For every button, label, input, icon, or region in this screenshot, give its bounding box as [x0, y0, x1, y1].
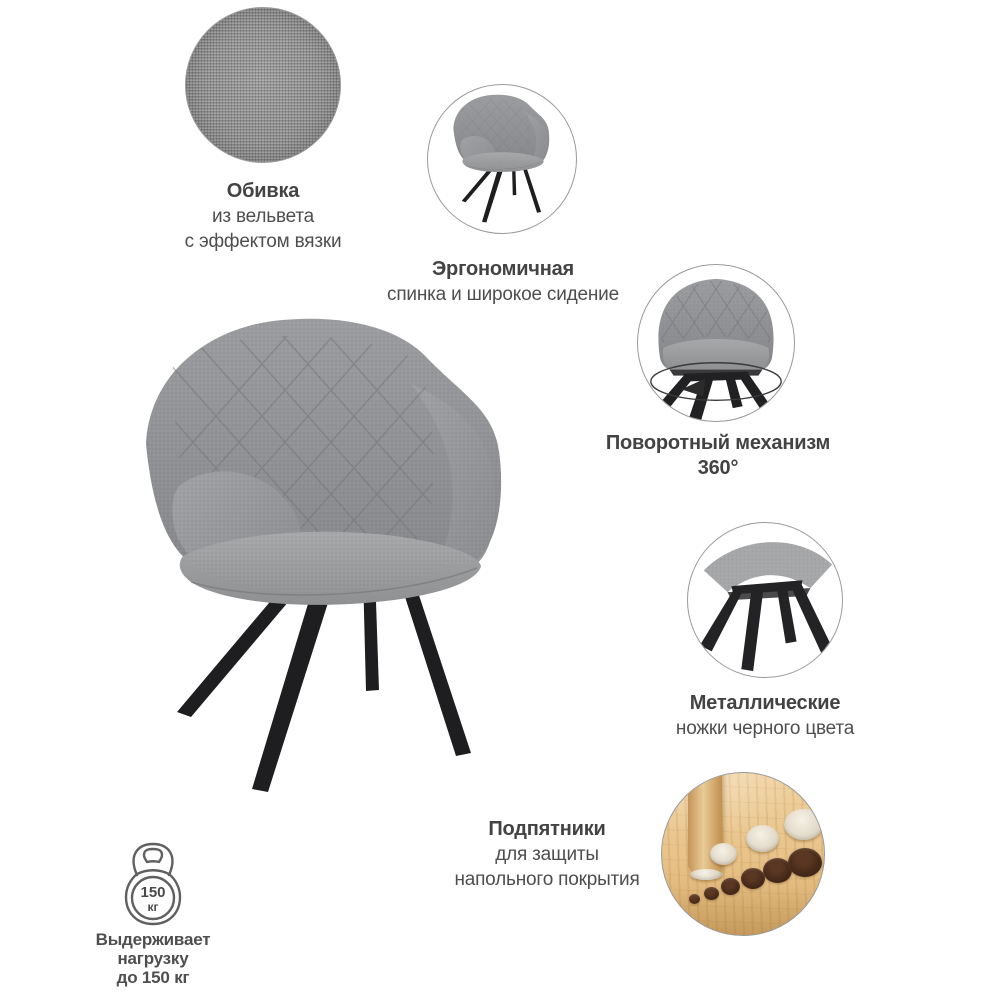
fabric-swatch-photo — [185, 7, 341, 163]
pads-caption-title: Подпятники — [488, 818, 606, 840]
legs-caption-title: Металлические — [689, 692, 841, 714]
swivel-mechanism-photo — [637, 264, 795, 422]
legs-caption — [615, 691, 915, 741]
load-caption-line: нагрузку — [117, 949, 189, 968]
metal-legs-photo — [687, 522, 843, 678]
load-unit: кг — [147, 900, 159, 914]
ergonomic-caption — [353, 257, 653, 307]
felt-pad-brown — [788, 848, 822, 877]
fabric-caption — [113, 179, 413, 254]
kettlebell-icon — [123, 841, 183, 927]
load-caption — [53, 930, 253, 987]
chair-thumb-icon — [428, 85, 576, 233]
load-caption-line: Выдерживает — [95, 930, 211, 949]
fabric-caption-title: Обивка — [226, 180, 300, 202]
ergonomic-caption-line: спинка и широкое сидение — [387, 284, 619, 305]
chair-legs-icon — [688, 523, 842, 677]
legs-caption-line: ножки черного цвета — [675, 718, 855, 739]
floor-shadow — [662, 886, 824, 935]
pads-caption — [397, 817, 697, 892]
swivel-caption-degrees: 360° — [697, 457, 739, 479]
load-caption-line: до 150 кг — [116, 968, 190, 987]
main-chair-photo — [115, 316, 507, 798]
ergonomic-chair-photo — [427, 84, 577, 234]
fabric-caption-line: из вельвета — [211, 206, 315, 227]
chair-front-icon — [638, 265, 794, 421]
load-value: 150 — [140, 884, 166, 901]
felt-pad-white — [746, 825, 779, 852]
felt-pad-white — [710, 843, 737, 865]
swivel-caption — [568, 431, 868, 481]
pads-caption-line: для защиты — [495, 844, 599, 865]
felt-pad-white — [690, 869, 722, 880]
ergonomic-caption-title: Эргономичная — [432, 258, 574, 280]
floor-pads-photo — [661, 772, 825, 936]
felt-pad-white — [784, 809, 823, 840]
fabric-caption-line: с эффектом вязки — [184, 231, 342, 252]
pads-caption-line: напольного покрытия — [454, 869, 640, 890]
swivel-caption-title: Поворотный механизм — [605, 432, 831, 454]
